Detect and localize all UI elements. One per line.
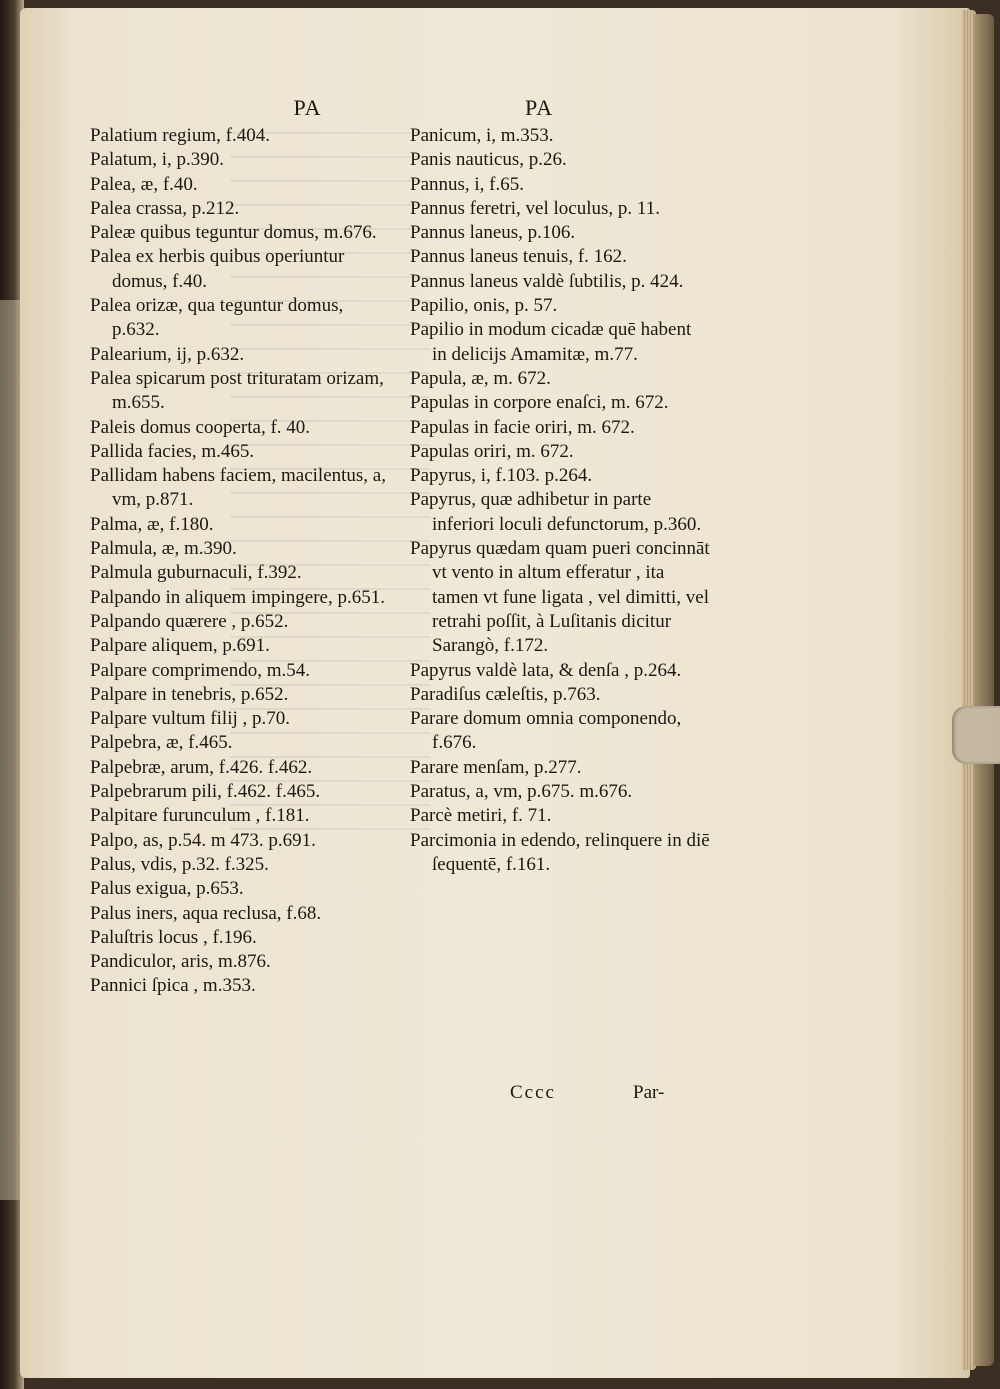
dictionary-entry: Pannus, i, f.65. (410, 173, 524, 195)
right-entry-list (410, 124, 710, 877)
dictionary-entry: Palea ex herbis quibus operiuntur domus, f.40. (90, 246, 345, 292)
dictionary-entry: Palpare in tenebris, p.652. (90, 683, 289, 705)
dictionary-entry: Palpare aliquem, p.691. (90, 635, 270, 657)
left-column (90, 92, 390, 999)
dictionary-entry: Palea orizæ, qua teguntur domus, p.632. (90, 295, 344, 341)
dictionary-entry: Palpo, as, p.54. m 473. p.691. (90, 829, 316, 851)
dictionary-entry: Palpitare furunculum , f.181. (90, 805, 310, 827)
dictionary-entry: Palea spicarum post trituratam orizam, m.655. (90, 367, 384, 414)
dictionary-entry: Palpebra, æ, f.465. (90, 732, 233, 754)
dictionary-entry: Palmula, æ, m.390. (90, 538, 237, 560)
dictionary-entry: Papulas in corpore enaſci, m. 672. (410, 392, 669, 414)
dictionary-entry: Palearium, ij, p.632. (90, 343, 245, 365)
dictionary-entry: Pallidam habens faciem, macilentus, a, vm, p.871. (90, 465, 386, 511)
dictionary-entry: Palpebræ, arum, f.426. f.462. (90, 756, 313, 778)
dictionary-entry: Paradiſus cæleſtis, p.763. (410, 683, 601, 705)
dictionary-entry: Palatium regium, f.404. (90, 125, 270, 146)
left-entry-list (90, 124, 390, 999)
dictionary-entry: Pannus laneus valdè ſubtilis, p. 424. (410, 270, 684, 292)
dictionary-entry: Paluſtris locus , f.196. (90, 926, 257, 948)
dictionary-entry: Papilio in modum cicadæ quē habent in delicijs Amamitæ, m.77. (410, 319, 692, 365)
dictionary-entry: Parare menſam, p.277. (410, 756, 582, 778)
dictionary-entry: Palus iners, aqua reclusa, f.68. (90, 902, 322, 924)
right-column (410, 92, 710, 877)
dictionary-entry: Pannus laneus, p.106. (410, 222, 576, 244)
dictionary-entry: Palpebrarum pili, f.462. f.465. (90, 781, 321, 803)
dictionary-entry: Papyrus quædam quam pueri concinnāt vt vento in altum efferatur , ita tamen vt fune ligata , vel dimitti, vel retrahi poſſit, à Luſitanis dicitur Sarangò, f.172. (410, 538, 710, 657)
dictionary-entry: Palus, vdis, p.32. f.325. (90, 853, 269, 875)
dictionary-entry: Parcè metiri, f. 71. (410, 805, 552, 827)
page-tab (952, 706, 1000, 764)
right-column-header: PA (525, 95, 554, 120)
dictionary-entry: Panicum, i, m.353. (410, 125, 554, 146)
dictionary-entry: Palatum, i, p.390. (90, 149, 225, 171)
dictionary-entry: Papulas in facie oriri, m. 672. (410, 416, 635, 438)
cover-edge (974, 14, 994, 1366)
dictionary-entry: Palea, æ, f.40. (90, 173, 198, 195)
left-column-header: PA (293, 95, 322, 120)
dictionary-entry: Papilio, onis, p. 57. (410, 295, 558, 317)
dictionary-entry: Palpando in aliquem impingere, p.651. (90, 586, 385, 608)
dictionary-entry: Pandiculor, aris, m.876. (90, 951, 271, 973)
dictionary-entry: Papyrus valdè lata, & denſa , p.264. (410, 659, 682, 681)
dictionary-entry: Pallida facies, m.465. (90, 440, 255, 462)
dictionary-entry: Pannus feretri, vel loculus, p. 11. (410, 197, 660, 219)
dictionary-entry: Papyrus, i, f.103. p.264. (410, 465, 593, 487)
page-footer (510, 1082, 710, 1104)
catchword: Par- (633, 1082, 665, 1103)
dictionary-entry: Palus exigua, p.653. (90, 878, 244, 900)
dictionary-entry: Papula, æ, m. 672. (410, 367, 551, 389)
dictionary-entry: Palea crassa, p.212. (90, 197, 240, 219)
dictionary-entry: Pannus laneus tenuis, f. 162. (410, 246, 627, 268)
dictionary-entry: Parare domum omnia componendo, f.676. (410, 708, 682, 754)
dictionary-entry: Palpare vultum filij , p.70. (90, 708, 291, 730)
previous-page-edge (0, 300, 22, 1200)
dictionary-entry: Paleæ quibus teguntur domus, m.676. (90, 222, 377, 244)
dictionary-entry: Pannici ſpica , m.353. (90, 975, 256, 997)
dictionary-entry: Parcimonia in edendo, relinquere in diē ſequentē, f.161. (410, 829, 710, 875)
dictionary-entry: Palpando quærere , p.652. (90, 610, 289, 632)
signature-mark: Cccc (510, 1082, 556, 1103)
dictionary-entry: Paratus, a, vm, p.675. m.676. (410, 781, 633, 803)
dictionary-entry: Papyrus, quæ adhibetur in parte inferiori loculi defunctorum, p.360. (410, 489, 702, 535)
dictionary-entry: Palmula guburnaculi, f.392. (90, 562, 302, 584)
dictionary-entry: Paleis domus cooperta, f. 40. (90, 416, 311, 438)
dictionary-entry: Palma, æ, f.180. (90, 513, 214, 535)
dictionary-entry: Palpare comprimendo, m.54. (90, 659, 311, 681)
dictionary-entry: Panis nauticus, p.26. (410, 149, 567, 171)
dictionary-entry: Papulas oriri, m. 672. (410, 440, 574, 462)
